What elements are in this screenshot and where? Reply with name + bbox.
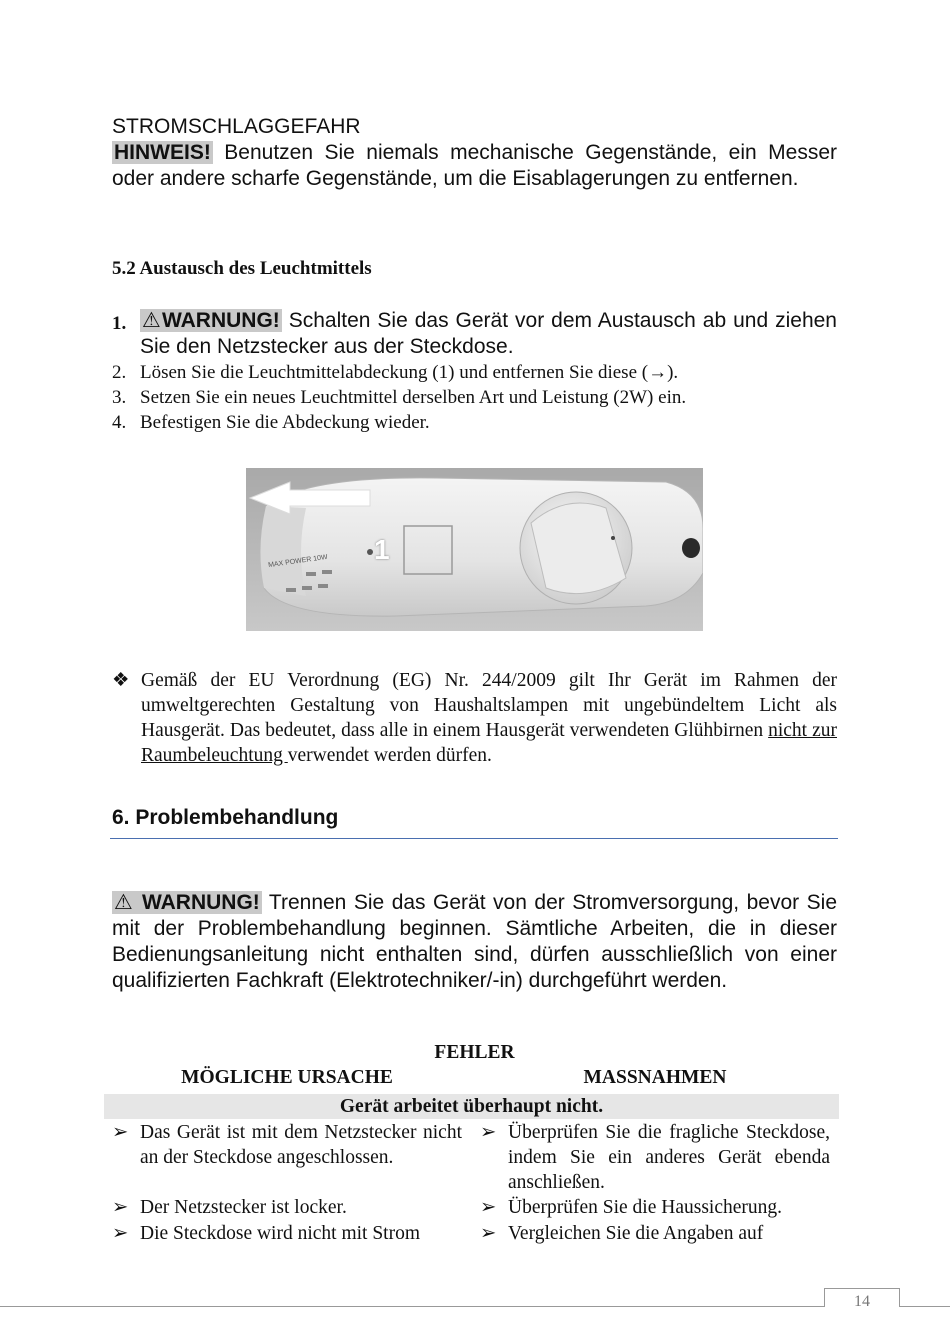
step-number: 2. [112,362,127,383]
lamp-cover-figure [246,468,703,631]
warning-label: ⚠ WARNUNG! [114,891,260,914]
measure-item: ➢ Vergleichen Sie die Angaben auf [480,1223,764,1244]
warning-icon: ⚠ [114,891,142,914]
section-divider [110,838,838,839]
measure-item: ➢ Überprüfen Sie die Haussicherung. [480,1197,782,1218]
warning-icon: ⚠ [142,309,162,332]
cause-item: ➢ Das Gerät ist mit dem Netzstecker nicht an der Steckdose angeschlossen. [112,1122,462,1168]
hinweis-paragraph [112,140,837,192]
table-header-fehler: FEHLER [434,1042,515,1063]
step-text: ⚠WARNUNG! Schalten Sie das Gerät vor dem Austausch ab und ziehen Sie den Netzstecker aus der Steckdose. [140,309,837,358]
hinweis-label: HINWEIS! [114,141,211,164]
table-header-ursache: MÖGLICHE URSACHE [181,1067,393,1088]
lamp-cover-illustration [246,468,703,631]
table-header-massnahmen: MASSNAHMEN [583,1067,727,1088]
eu-note-text: Gemäß der EU Verordnung (EG) Nr. 244/2009 gilt Ihr Gerät im Rahmen der umweltgerechten Gestaltung von Haushaltslampen mit ungebündeltem Licht als Hausgerät. Das bedeutet, dass alle in einem Hausgerät verwendeten Glühbirnen nicht zur Raumbeleuchtung verwendet werden dürfen. [141,670,837,766]
arrow-bullet-icon: ➢ [480,1223,497,1244]
arrow-bullet-icon: ➢ [112,1223,129,1244]
problem-warning-paragraph [112,890,837,994]
danger-heading: STROMSCHLAGGEFAHR [112,115,361,138]
footer-rule [0,1306,950,1307]
step-number: 4. [112,412,127,433]
cause-item: ➢ Die Steckdose wird nicht mit Strom [112,1223,421,1244]
warning-label: ⚠WARNUNG! [142,309,280,332]
arrow-bullet-icon: ➢ [480,1197,497,1218]
step-text: Lösen Sie die Leuchtmittelabdeckung (1) und entfernen Sie diese (→). [140,362,679,383]
diamond-bullet-icon: ❖ [112,670,130,691]
step-number: 3. [112,387,127,408]
step-text: Befestigen Sie die Abdeckung wieder. [140,412,430,433]
section-6-title: 6. Problembehandlung [112,806,339,829]
warning-text: Trennen Sie das Gerät von der Stromversorgung, bevor Sie mit der Problembehandlung beginnen. Sämtliche Arbeiten, die in dieser Bedienungsanleitung nicht enthalten sind, dürfen ausschließlich von einer qualifizierten Fachkraft (Elektrotechniker/-in) durchgeführt werden. [112,891,837,992]
table-row-title: Gerät arbeitet überhaupt nicht. [104,1094,839,1119]
arrow-bullet-icon: ➢ [480,1122,497,1143]
eu-note-underlined: nicht zur Raumbeleuchtung [141,720,837,766]
figure-max-power-text: MAX POWER 10W [267,553,329,570]
eu-note [112,668,837,768]
cause-item: ➢ Der Netzstecker ist locker. [112,1197,347,1218]
section-5-2-title: 5.2 Austausch des Leuchtmittels [112,258,372,279]
hinweis-text: Benutzen Sie niemals mechanische Gegenstände, ein Messer oder andere scharfe Gegenstände, um die Eisablagerungen zu entfernen. [112,141,837,190]
step-number: 1. [112,313,127,334]
page-number: 14 [824,1288,900,1307]
measure-item: ➢ Überprüfen Sie die fragliche Steckdose, indem Sie ein anderes Gerät ebenda anschließen. [480,1122,830,1193]
figure-part-label: 1 [374,534,390,565]
arrow-bullet-icon: ➢ [112,1197,129,1218]
step-text: Setzen Sie ein neues Leuchtmittel derselben Art und Leistung (2W) ein. [140,387,687,408]
arrow-bullet-icon: ➢ [112,1122,129,1143]
